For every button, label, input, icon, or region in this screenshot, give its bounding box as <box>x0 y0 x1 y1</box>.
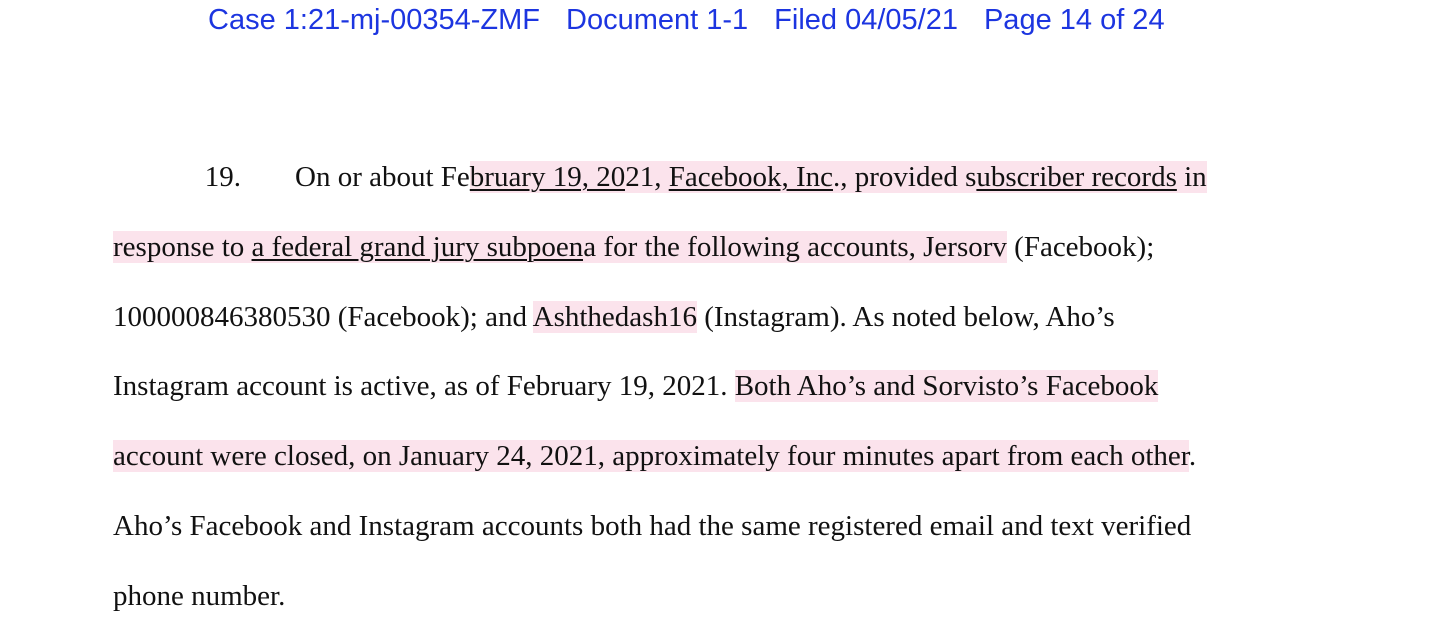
highlight-instagram-handle: Ashthedash16 <box>532 301 697 333</box>
highlight-date: bruary 19, 20 <box>469 161 626 193</box>
paragraph-line-3: 100000846380530 (Facebook); and Ashthedash16 (Instagram). As noted below, Aho’s <box>113 301 1115 333</box>
highlight-closed-accounts: Both Aho’s and Sorvisto’s Facebook <box>734 370 1159 402</box>
highlight-records: ubscriber records <box>976 161 1177 193</box>
paragraph-line-7: phone number. <box>113 580 286 612</box>
page-number: Page 14 of 24 <box>983 4 1165 36</box>
highlight-closure-date: account were closed, on January 24, 2021, approximately four minutes apart from each other <box>113 440 1189 472</box>
paragraph-line-4: Instagram account is active, as of February 19, 2021. Both Aho’s and Sorvisto’s Facebook <box>113 370 1159 402</box>
paragraph-number: 19. <box>204 161 241 193</box>
filed-date: Filed 04/05/21 <box>774 4 958 36</box>
highlight-company: Facebook, Inc <box>668 161 833 193</box>
highlight-subpoena: a federal grand jury subpoen <box>251 231 584 263</box>
paragraph-line-2: response to a federal grand jury subpoena for the following accounts, Jersorv (Facebook); <box>113 231 1155 263</box>
paragraph-line-5: account were closed, on January 24, 2021, approximately four minutes apart from each other. <box>113 440 1197 472</box>
paragraph-line-1: 19. On or about February 19, 2021, Facebook, Inc., provided subscriber records in <box>113 159 1207 195</box>
case-number: Case 1:21-mj-00354-ZMF <box>208 4 540 36</box>
document-number: Document 1-1 <box>566 4 749 36</box>
page-header <box>208 4 1165 37</box>
paragraph-line-6: Aho’s Facebook and Instagram accounts both had the same registered email and text verified <box>113 510 1192 542</box>
